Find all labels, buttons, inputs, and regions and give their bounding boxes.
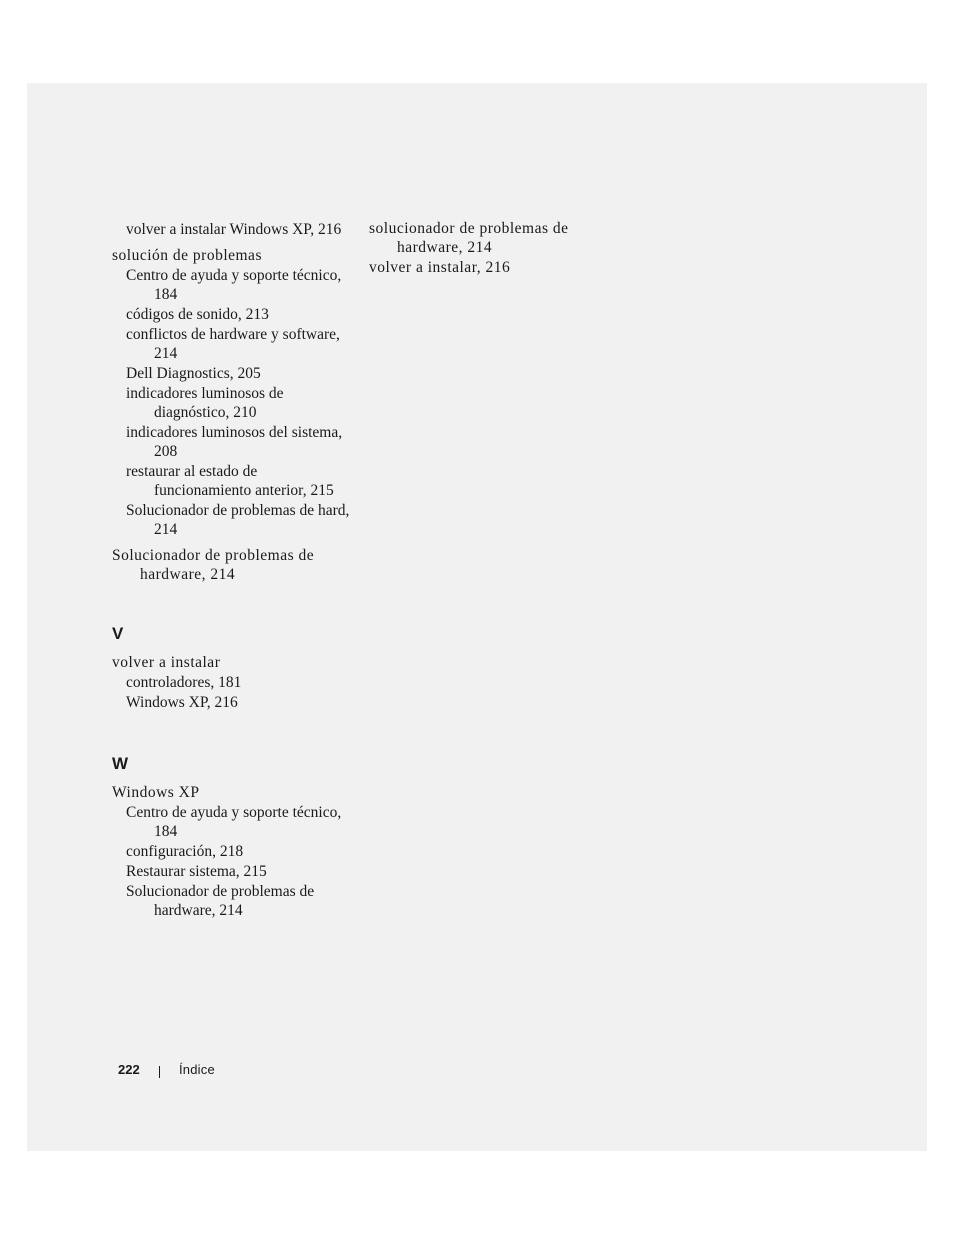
index-subentry: Solucionador de problemas de hardware, 214 (126, 883, 315, 919)
index-subentry: indicadores luminosos de diagnóstico, 210 (126, 385, 284, 421)
index-subentry: controladores, 181 (126, 674, 242, 691)
section-letter-w: W (112, 754, 129, 773)
index-entry-solucion-de-problemas: solución de problemas (112, 247, 262, 264)
index-subentry: solucionador de problemas de hardware, 214 (369, 220, 569, 256)
page-footer (118, 1061, 215, 1079)
index-entry-volver-a-instalar: volver a instalar (112, 654, 221, 671)
index-subentry: Centro de ayuda y soporte técnico, 184 (126, 267, 342, 303)
index-subentry: volver a instalar, 216 (369, 259, 511, 276)
index-subentry: conflictos de hardware y software, 214 (126, 326, 340, 362)
index-subentry: configuración, 218 (126, 843, 244, 860)
index-subentry: Solucionador de problemas de hard, 214 (126, 502, 350, 538)
index-subentry: Dell Diagnostics, 205 (126, 365, 261, 382)
index-column-right (369, 219, 609, 277)
index-subentry: Centro de ayuda y soporte técnico, 184 (126, 804, 342, 840)
index-section-w (112, 754, 352, 920)
index-subentry: indicadores luminosos del sistema, 208 (126, 424, 343, 460)
index-section-v (112, 624, 352, 712)
index-entry-solucionador-de-problemas: Solucionador de problemas de hardware, 214 (112, 547, 315, 583)
index-subentry: restaurar al estado de funcionamiento anterior, 215 (126, 463, 334, 499)
index-entry-windows-xp: Windows XP (112, 784, 200, 801)
section-letter-v: V (112, 624, 124, 643)
footer-section-title: Índice (179, 1062, 215, 1077)
footer-separator (159, 1066, 160, 1078)
page-number: 222 (118, 1062, 140, 1077)
index-subentry: volver a instalar Windows XP, 216 (126, 221, 342, 238)
index-subentry: Windows XP, 216 (126, 694, 238, 711)
index-column-left (112, 219, 352, 920)
index-subentry: códigos de sonido, 213 (126, 306, 269, 323)
index-subentry: Restaurar sistema, 215 (126, 863, 267, 880)
